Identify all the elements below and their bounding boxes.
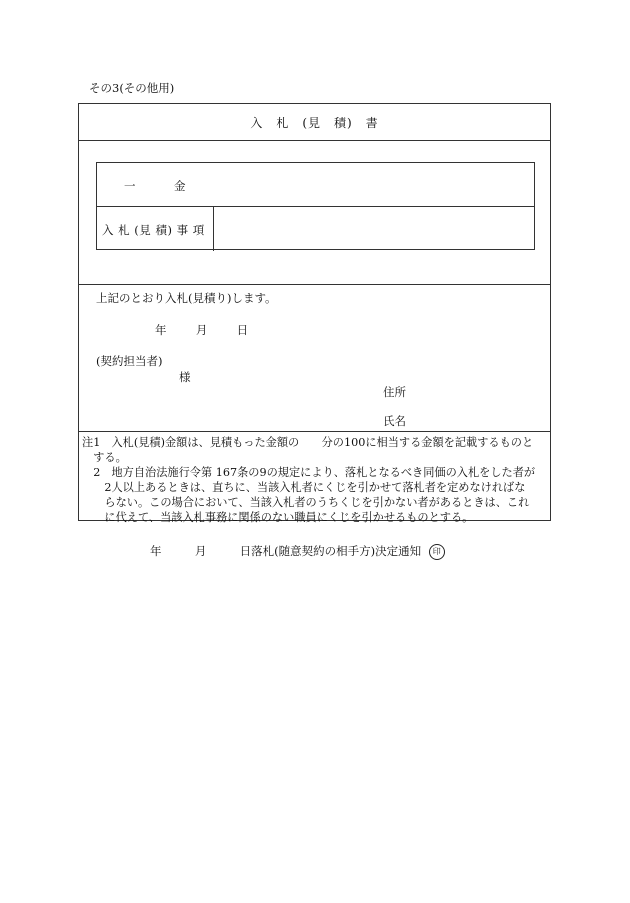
form-number: その3(その他用) [89,81,175,95]
subject-label: 入 札 (見 積) 事 項 [102,223,205,237]
amount-prefix: 一 [124,179,136,193]
note-line: する。 [82,451,127,464]
honorific: 様 [179,370,191,384]
date-line [155,322,248,338]
contract-officer-label: (契約担当者) [96,354,163,368]
subject-row [97,206,534,251]
form-title: 入 札 (見 積) 書 [250,115,379,130]
date-month: 月 [195,323,208,337]
note-line: 2 地方自治法施行令第 167条の9の規定により、落札となるべき同価の入札をした者が [82,466,536,479]
footer-text: 日落札(随意契約の相手方)決定通知 [239,544,422,558]
footer-line [150,543,445,560]
footer-month: 月 [194,544,207,558]
section-divider [79,284,550,285]
bid-form [78,103,551,524]
footer-year: 年 [150,544,162,558]
address-label: 住所 [383,385,406,399]
note-line: に代えて、当該入札事務に関係のない職員にくじを引かせるものとする。 [82,511,474,524]
note-line: 2人以上あるときは、直ちに、当該入札者にくじを引かせて落札者を定めなければな [82,481,526,494]
name-label: 氏名 [383,414,406,428]
notes-divider [79,431,550,432]
statement-text: 上記のとおり入札(見積り)します。 [96,291,277,305]
amount-label: 金 [174,179,186,193]
seal-icon: 印 [429,544,445,560]
date-day: 日 [236,323,249,337]
amount-row [97,163,534,206]
date-year: 年 [155,323,167,337]
note-line: 注1 入札(見積)金額は、見積もった金額の 分の100に相当する金額を記載するものと [82,436,534,449]
title-divider [79,140,550,141]
subject-divider [213,207,214,251]
amount-table [96,162,535,250]
note-line: らない。この場合において、当該入札者のうちくじを引かない者があるときは、これ [82,496,530,509]
